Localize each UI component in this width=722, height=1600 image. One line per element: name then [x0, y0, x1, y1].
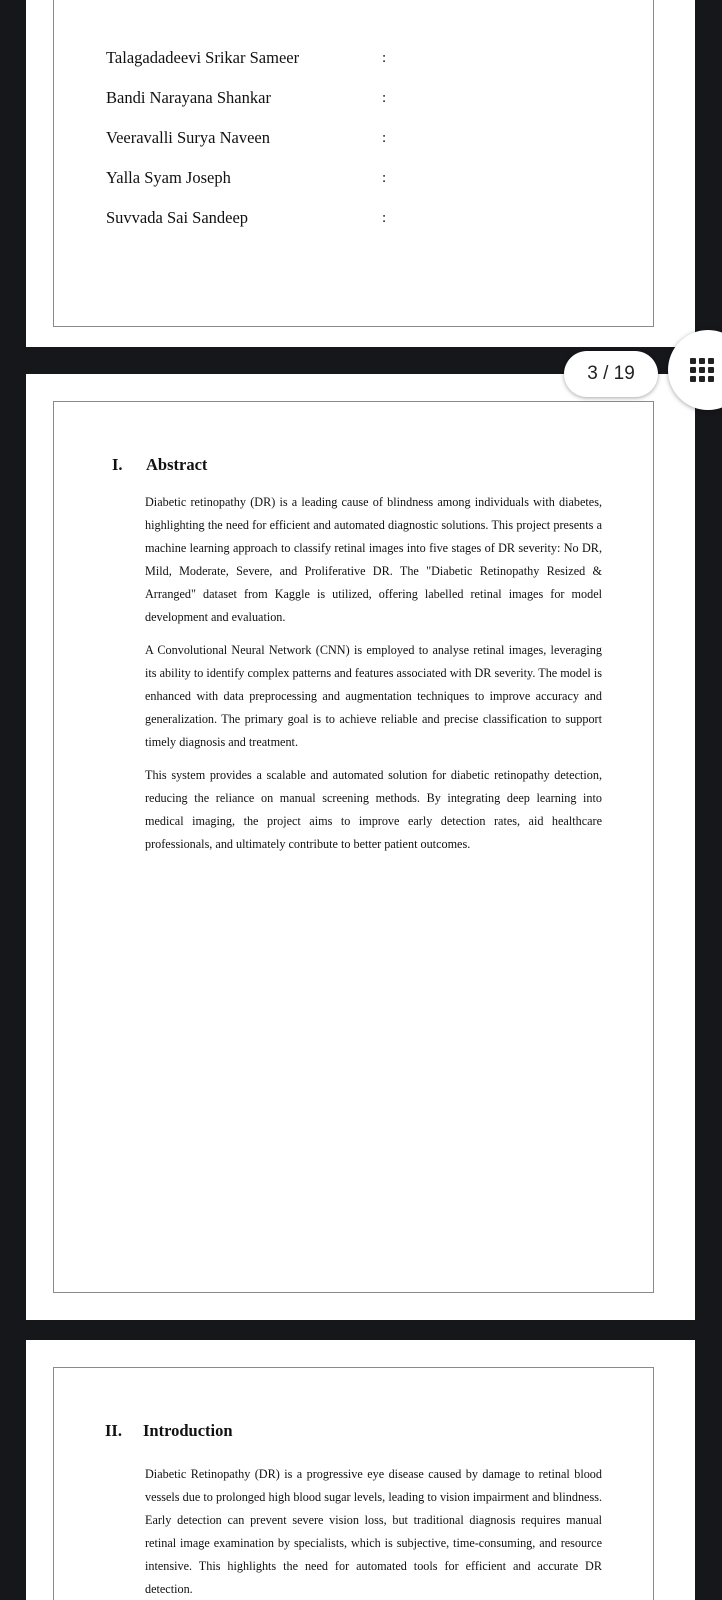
section-number: I.	[112, 455, 123, 474]
page-indicator: 3 / 19	[564, 351, 658, 397]
member-separator: :	[382, 210, 387, 226]
member-name: Suvvada Sai Sandeep	[106, 208, 249, 227]
section-number: II.	[105, 1421, 122, 1440]
abstract-paragraph: Diabetic retinopathy (DR) is a leading cause of blindness among individuals with diabetes, highlighting the need for efficient and automated diagnostic solutions. This project presents a machine learning approach to classify retinal images into five stages of DR severity: No DR, Mild, Moderate, Severe, and Proliferative DR. The "Diabetic Retinopathy Resized & Arranged" dataset from Kaggle is utilized, offering labelled retinal images for model development and evaluation.	[145, 495, 602, 624]
member-separator: :	[382, 90, 387, 106]
member-name: Veeravalli Surya Naveen	[106, 128, 271, 147]
abstract-paragraph: A Convolutional Neural Network (CNN) is employed to analyse retinal images, leveraging its ability to identify complex patterns and features associated with DR severity. The model is enhanced with data preprocessing and augmentation techniques to improve accuracy and generalization. The primary goal is to achieve reliable and precise classification to support timely diagnosis and treatment.	[145, 643, 602, 749]
pdf-page-2	[26, 0, 695, 347]
section-title: Abstract	[146, 455, 208, 474]
member-name: Talagadadeevi Srikar Sameer	[106, 48, 300, 67]
pdf-page-3	[26, 374, 695, 1320]
intro-paragraph: Diabetic Retinopathy (DR) is a progressive eye disease caused by damage to retinal blood vessels due to prolonged high blood sugar levels, leading to vision impairment and blindness. Early detection can prevent severe vision loss, but traditional diagnosis requires manual retinal image examination by specialists, which is subjective, time-consuming, and resource intensive. This highlights the need for automated tools for efficient and accurate DR detection.	[145, 1467, 602, 1596]
section-title: Introduction	[143, 1421, 233, 1440]
member-name: Yalla Syam Joseph	[106, 168, 231, 187]
member-name: Bandi Narayana Shankar	[106, 88, 271, 107]
section-heading-abstract	[112, 455, 207, 475]
member-separator: :	[382, 130, 387, 146]
member-separator: :	[382, 50, 387, 66]
abstract-paragraph: This system provides a scalable and automated solution for diabetic retinopathy detection, reducing the reliance on manual screening methods. By integrating deep learning into medical imaging, the project aims to improve early detection rates, aid healthcare professionals, and ultimately contribute to better patient outcomes.	[145, 768, 602, 851]
section-heading-introduction	[105, 1421, 233, 1441]
pdf-page-4	[26, 1340, 695, 1600]
member-separator: :	[382, 170, 387, 186]
grid-dots-icon	[690, 358, 712, 382]
